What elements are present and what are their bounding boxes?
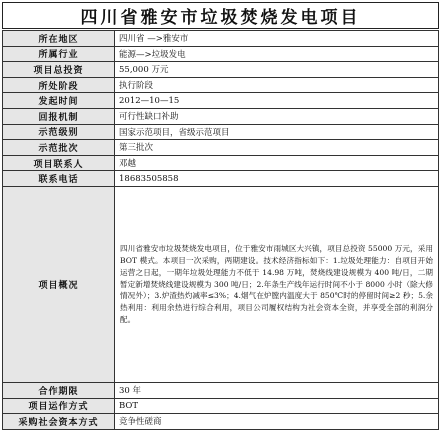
row-label: 项目联系人 (3, 155, 115, 171)
page-title: 四川省雅安市垃圾焚烧发电项目 (2, 2, 439, 29)
row-value: BOT (115, 398, 439, 414)
row-value: 55,000 万元 (115, 62, 439, 78)
row-label: 发起时间 (3, 93, 115, 109)
row-value-overview: 四川省雅安市垃圾焚烧发电项目，位于雅安市雨城区大兴镇，项目总投资 55000 万元，采用 BOT 模式。本项目一次采购，两期建设。技术经济指标如下：1.垃圾处理能力：自项目开始运营之日起，一期年垃圾处理能力不低于 14.98 万吨，焚烧线建设规模为 400 吨/日，二期暂定新增焚烧线建设规模为 300 吨/日；2.年条生产线年运行时间不小于 8000 小时（除大修情况外）；3.炉渣热灼减率≤3%；4.烟气在炉膛内温度大于 850℃时的停留时间≥2 秒；5.余热利用：利用余热进行综合利用，项目公司履权结构为社会资本全资，并享受全部的利润分配。 (115, 186, 439, 382)
project-info-table (2, 30, 439, 430)
row-label: 项目运作方式 (3, 398, 115, 414)
table-row-overview (3, 186, 439, 382)
table-row-demo-batch (3, 140, 439, 156)
row-label: 回报机制 (3, 108, 115, 124)
row-value: 执行阶段 (115, 77, 439, 93)
row-value: 四川省 —>雅安市 (115, 31, 439, 47)
row-value: 2012—10—15 (115, 93, 439, 109)
row-value: 竞争性磋商 (115, 414, 439, 430)
row-label: 采购社会资本方式 (3, 414, 115, 430)
table-row-investment (3, 62, 439, 78)
table-row-region (3, 31, 439, 47)
row-label: 所属行业 (3, 46, 115, 62)
row-label: 所在地区 (3, 31, 115, 47)
row-label: 所处阶段 (3, 77, 115, 93)
row-value: 第三批次 (115, 140, 439, 156)
table-row-demo-level (3, 124, 439, 140)
table-row-stage (3, 77, 439, 93)
row-value: 可行性缺口补助 (115, 108, 439, 124)
row-value: 国家示范项目，省级示范项目 (115, 124, 439, 140)
table-row-contact-person (3, 155, 439, 171)
row-label: 示范级别 (3, 124, 115, 140)
row-label: 示范批次 (3, 140, 115, 156)
row-label: 合作期限 (3, 382, 115, 398)
table-row-industry (3, 46, 439, 62)
row-value: 邓越 (115, 155, 439, 171)
table-row-operation-mode (3, 398, 439, 414)
row-value: 能源—>垃圾发电 (115, 46, 439, 62)
row-value: 18683505858 (115, 171, 439, 187)
row-value: 30 年 (115, 382, 439, 398)
table-row-procurement (3, 414, 439, 430)
row-label: 项目总投资 (3, 62, 115, 78)
table-row-return-mechanism (3, 108, 439, 124)
table-row-start-date (3, 93, 439, 109)
table-row-contact-phone (3, 171, 439, 187)
table-row-term (3, 382, 439, 398)
row-label: 项目概况 (3, 186, 115, 382)
row-label: 联系电话 (3, 171, 115, 187)
